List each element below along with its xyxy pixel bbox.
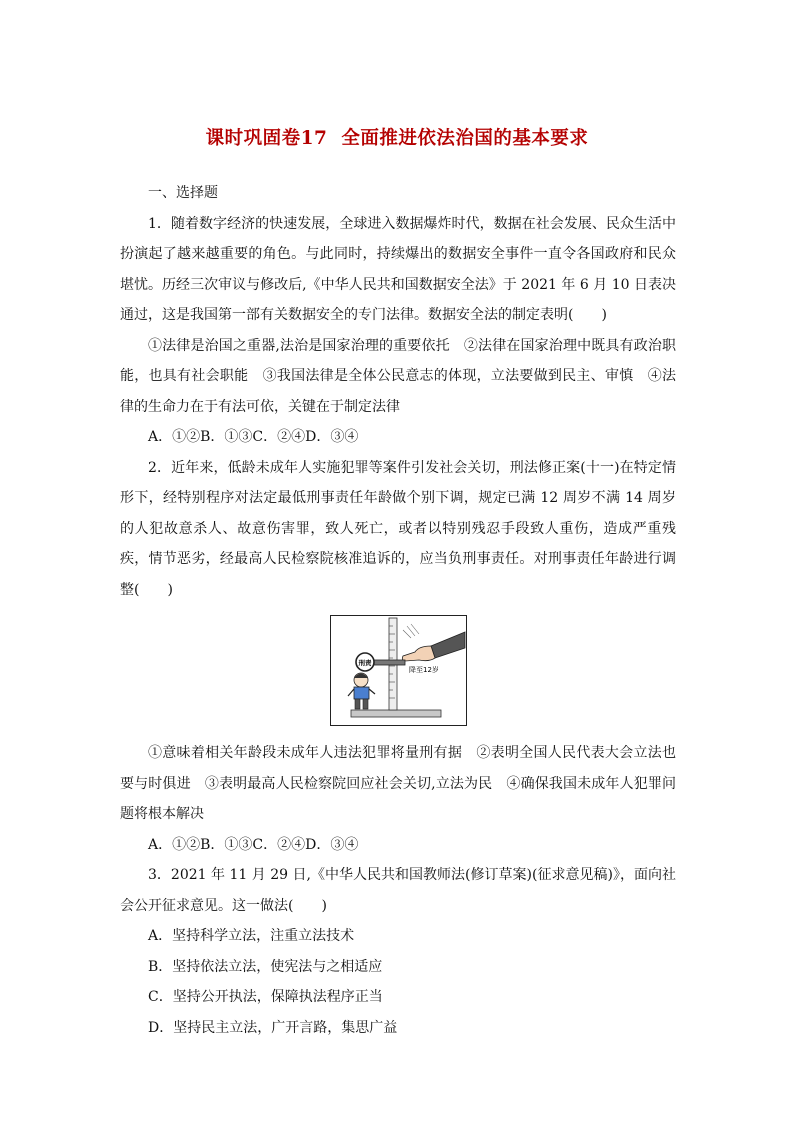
question-3-choice-c: C．坚持公开执法，保障执法程序正当 (148, 989, 383, 1005)
cartoon-base (351, 710, 441, 717)
cartoon-sleeve (431, 632, 465, 658)
cartoon-magnifier-label: 刑责 (358, 659, 371, 667)
cartoon-hand (402, 646, 435, 661)
page-title (0, 124, 794, 150)
question-3-choice-d: D．坚持民主立法，广开言路，集思广益 (148, 1019, 398, 1036)
title-topic: 全面推进依法治国的基本要求 (341, 128, 589, 149)
cartoon-pointer (371, 660, 405, 665)
question-2-stem: 2．近年来，低龄未成年人实施犯罪等案件引发社会关切，刑法修正案(十一)在特定情形下，经特别程序对法定最低刑事责任年龄做个别下调，规定已满 12 周岁不满 14 周岁的人犯故意杀人、故意伤害罪，致人死亡，或者以特别残忍手段致人重伤，造成严重残疾，情节恶劣，经最高人民检察院核准追诉的，应当负刑事责任。对刑事责任年龄进行调整( ) (120, 459, 676, 598)
question-3-stem: 3．2021 年 11 月 29 日,《中华人民共和国教师法(修订草案)(征求意见稿)》，面向社会公开征求意见。这一做法( ) (120, 867, 676, 914)
question-3-choice-a: A．坚持科学立法，注重立法技术 (148, 928, 355, 944)
question-2-statements: ①意味着相关年龄段未成年人违法犯罪将量刑有据 ②表明全国人民代表大会立法也要与时俱进 ③表明最高人民检察院回应社会关切,立法为民 ④确保我国未成年人犯罪问题将根本解决 (120, 745, 676, 822)
question-2-options: A．①②B．①③C．②④D．③④ (148, 836, 359, 853)
title-series: 课时巩固卷17 (205, 128, 328, 149)
question-1-options: A．①②B．①③C．②④D．③④ (148, 429, 359, 445)
question-1-stem: 1．随着数字经济的快速发展，全球进入数据爆炸时代，数据在社会发展、民众生活中扮演起了越来越重要的角色。与此同时，持续爆出的数据安全事件一直令各国政府和民众堪忧。历经三次审议与修改后,《中华人民共和国数据安全法》于 2021 年 6 月 10 日表决通过，这是我国第一部有关数据安全的专门法律。数据安全法的制定表明( ) (120, 215, 676, 323)
cartoon-arrow-label: 降至12岁 (408, 666, 439, 674)
cartoon-child-body (354, 687, 369, 699)
document-body (120, 178, 676, 1043)
section-heading: 一、选择题 (148, 185, 218, 201)
cartoon-illustration (330, 615, 467, 726)
question-1-statements: ①法律是治国之重器,法治是国家治理的重要依托 ②法律在国家治理中既具有政治职能，也具有社会职能 ③我国法律是全体公民意志的体现，立法要做到民主、审慎 ④法律的生命力在于有法可依，关键在于制定法律 (120, 337, 676, 415)
question-3-choice-b: B．坚持依法立法，使宪法与之相适应 (148, 958, 383, 975)
